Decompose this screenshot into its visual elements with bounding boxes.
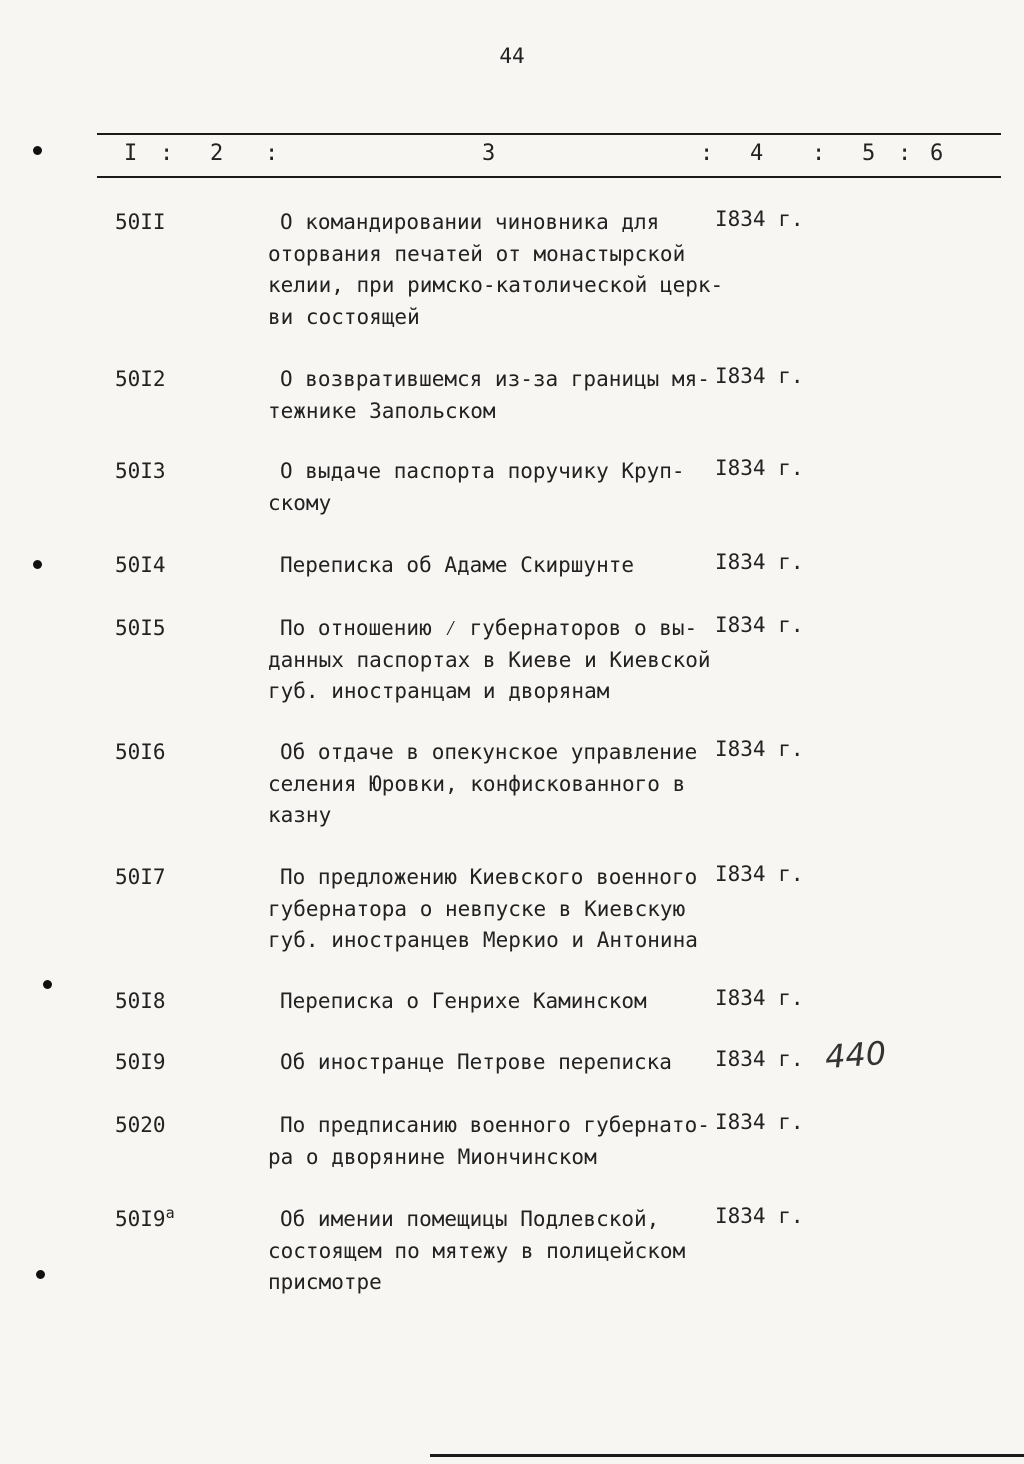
entry-title-line: губернатора о невпуске в Киевскую <box>268 896 686 921</box>
entry-title-line: губ. иностранцев Меркио и Антонина <box>268 928 698 952</box>
entry-year: I834 г. <box>715 207 804 231</box>
entry-year: I834 г. <box>715 986 804 1010</box>
header-separator: : <box>160 141 174 166</box>
table-header-rule <box>97 176 1001 178</box>
binder-hole-mark <box>43 980 52 989</box>
entry-number: 50I8 <box>115 989 166 1013</box>
entry-year: I834 г. <box>715 364 804 388</box>
entry-title <box>268 1110 718 1173</box>
entry-year: I834 г. <box>715 737 804 761</box>
entry-year: I834 г. <box>715 862 804 886</box>
entry-title <box>268 613 718 708</box>
header-col-4: 4 <box>750 141 764 166</box>
entry-number: 50I6 <box>115 740 166 764</box>
entry-year: I834 г. <box>715 1204 804 1228</box>
entry-title-line: келии, при римско-католической церк- <box>268 273 724 297</box>
entry-title-line: тежнике Запольском <box>268 398 496 423</box>
binder-hole-mark <box>33 146 42 155</box>
entry-title-line: состоящем по мятежу в полицейском <box>268 1238 686 1263</box>
binder-hole-mark <box>36 1270 45 1279</box>
entry-number: 50I4 <box>115 553 166 577</box>
entry-title <box>268 1047 718 1079</box>
entry-title-line: Переписка об Адаме Скиршунте <box>280 553 635 577</box>
entry-year: I834 г. <box>715 456 804 480</box>
handwritten-sheet-number: 440 <box>823 1033 888 1077</box>
entry-number: 50I9 <box>115 1050 166 1074</box>
entry-title-line: По предписанию военного губернато- <box>280 1113 710 1137</box>
entry-number: $50I9^а$ <box>115 1204 175 1231</box>
entry-title <box>268 550 718 582</box>
entry-title-line: оторвания печатей от монастырской <box>268 241 686 266</box>
entry-title <box>268 364 718 427</box>
header-col-2: 2 <box>210 141 224 166</box>
entry-title-line: селения Юровки, конфискованного в <box>268 771 686 796</box>
entry-title-line: ви состоящей <box>268 304 420 329</box>
entry-number: 50I2 <box>115 367 166 391</box>
entry-title-line: Об имении помещицы Подлевской, <box>280 1207 660 1231</box>
entry-title-line: казну <box>268 803 332 827</box>
entry-title-line: О командировании чиновника для <box>280 210 660 234</box>
entry-year: I834 г. <box>715 1047 804 1071</box>
entry-title <box>268 737 718 832</box>
entry-year: I834 г. <box>715 1110 804 1134</box>
header-col-3: 3 <box>482 141 496 166</box>
page-number: 44 <box>499 44 525 68</box>
entry-title-line: По отношению ⁄ губернаторов о вы- <box>280 616 698 640</box>
entry-year: I834 г. <box>715 550 804 574</box>
entry-number: 50I5 <box>115 616 166 640</box>
header-separator: : <box>265 141 279 166</box>
binder-hole-mark <box>33 560 42 569</box>
entry-title-line: ра о дворянине Миончинском <box>268 1144 597 1169</box>
entry-title-line: О возвратившемся из-за границы мя- <box>280 367 710 391</box>
entry-year: I834 г. <box>715 613 804 637</box>
header-col-6: 6 <box>930 141 944 166</box>
entry-title-line: присмотре <box>268 1270 382 1294</box>
entry-title-line: губ. иностранцам и дворянам <box>268 679 610 703</box>
table-top-rule <box>97 133 1001 135</box>
entry-title-line: О выдаче паспорта поручику Круп- <box>280 459 685 483</box>
entry-title-line: скому <box>268 490 332 515</box>
entry-title-line: Об отдаче в опекунское управление <box>280 740 698 764</box>
entry-title-line: Об иностранце Петрове переписка <box>280 1050 672 1074</box>
entry-title-line: Переписка о Генрихе Каминском <box>280 989 647 1013</box>
entry-title-line: По предложению Киевского военного <box>280 865 698 889</box>
entry-title <box>268 986 718 1018</box>
page-bottom-edge <box>430 1454 1024 1457</box>
entry-title-line: данных паспортах в Киеве и Киевской <box>268 647 711 672</box>
header-separator: : <box>898 141 912 166</box>
header-col-1: I <box>124 141 138 166</box>
header-col-5: 5 <box>862 141 876 166</box>
entry-title <box>268 456 718 519</box>
entry-number: 50II <box>115 210 166 234</box>
entry-number: 50I7 <box>115 865 166 889</box>
entry-title <box>268 862 718 957</box>
entry-title <box>268 207 724 333</box>
header-separator: : <box>812 141 826 166</box>
entry-number: 50I3 <box>115 459 166 483</box>
entry-number: 5020 <box>115 1113 166 1137</box>
header-separator: : <box>700 141 714 166</box>
entry-title <box>268 1204 718 1299</box>
